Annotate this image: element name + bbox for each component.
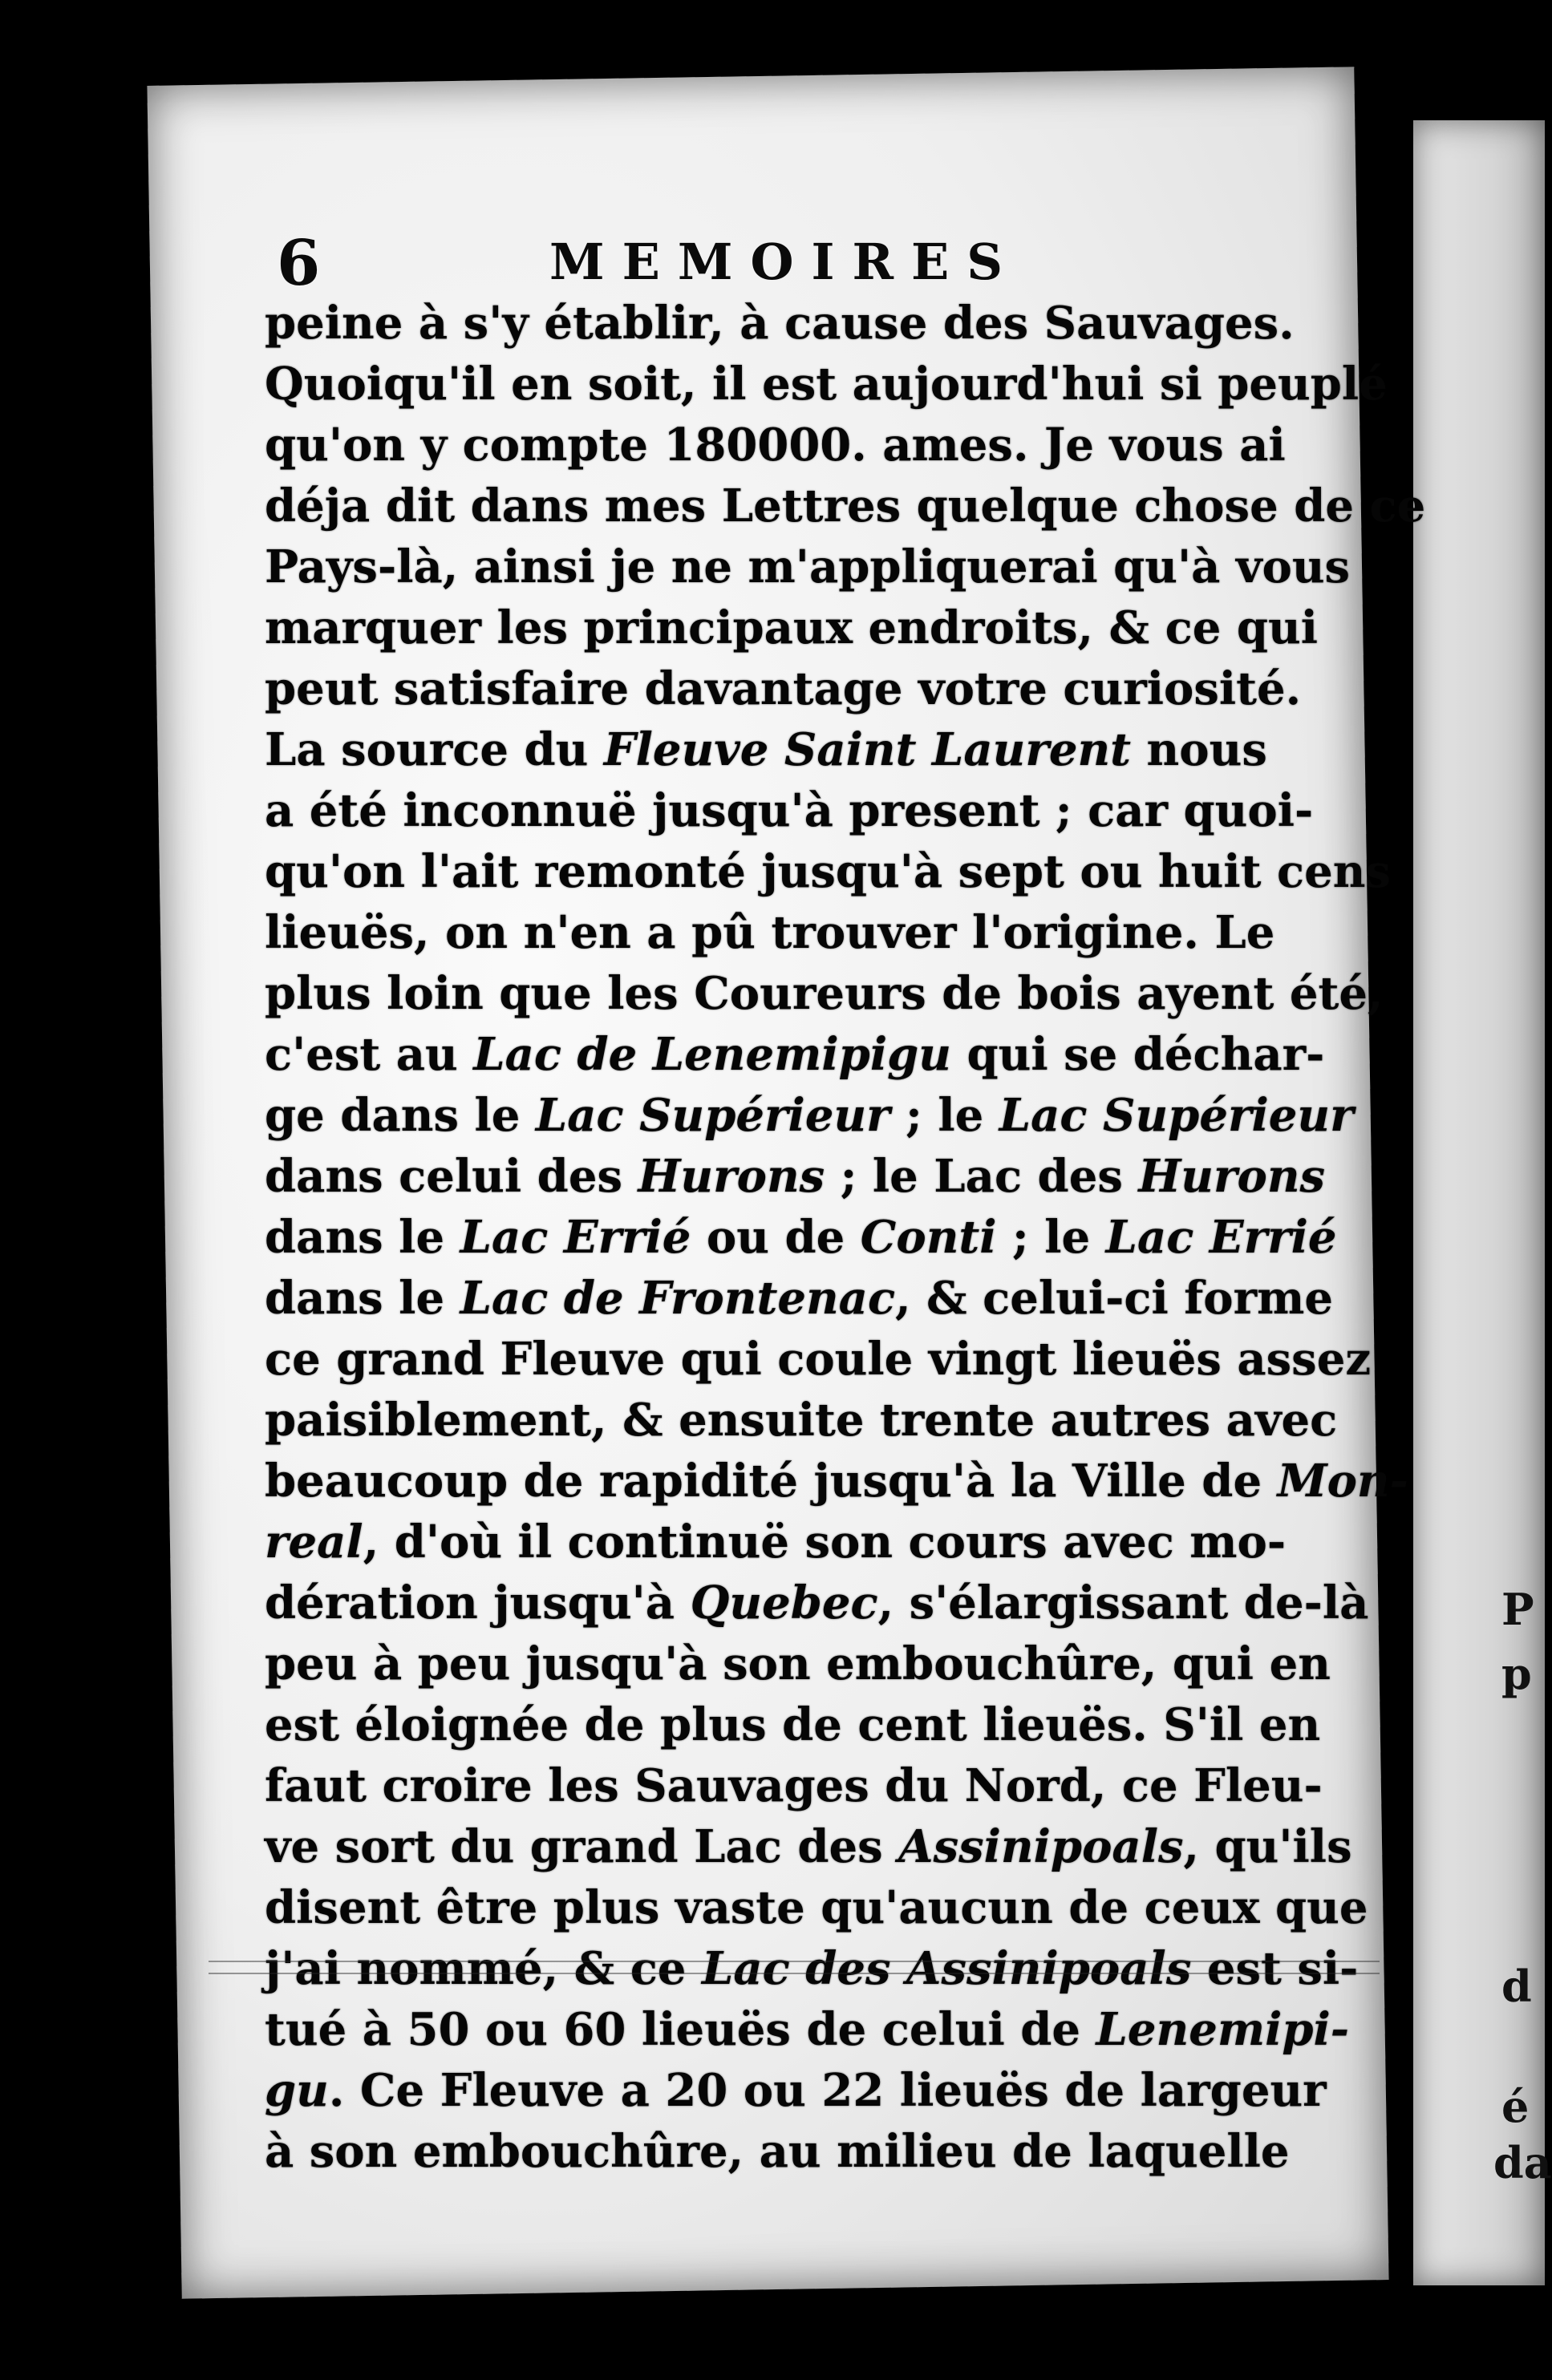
text-segment: . Ce Fleuve a 20 ou 22 lieuës de largeur — [328, 2064, 1327, 2117]
running-head: MEMOIRES — [549, 233, 1021, 291]
text-segment: à son embouchûre, au milieu de laquelle — [265, 2125, 1290, 2178]
text-line — [265, 597, 1318, 658]
italic-text-segment: Lac de Lenemipigu — [473, 1028, 951, 1081]
italic-text-segment: Lac Supérieur — [535, 1089, 890, 1142]
scan-artifact-line — [209, 1973, 1380, 1974]
text-line — [265, 1938, 1359, 1999]
text-segment: peu à peu jusqu'à son embouchûre, qui en — [265, 1637, 1331, 1690]
text-line — [265, 1572, 1369, 1633]
text-line — [265, 1024, 1325, 1085]
text-segment: ; le Lac des — [825, 1150, 1139, 1203]
text-segment: plus loin que les Coureurs de bois ayent été, — [265, 967, 1384, 1020]
text-segment: qu'on l'ait remonté jusqu'à sept ou huit cens — [265, 845, 1391, 898]
text-segment: ge dans le — [265, 1089, 536, 1142]
text-line — [265, 1329, 1372, 1390]
text-line — [265, 1633, 1331, 1694]
text-line — [265, 1146, 1326, 1207]
text-line — [265, 1755, 1323, 1816]
scan-artifact-line — [209, 1961, 1380, 1962]
text-line — [265, 2060, 1327, 2121]
text-line — [265, 2121, 1290, 2182]
text-line — [265, 476, 1426, 536]
text-line — [265, 354, 1388, 415]
text-segment: peine à s'y établir, à cause des Sauvages. — [265, 297, 1295, 350]
adjacent-page-fragment: p — [1501, 1648, 1532, 1699]
text-segment: beaucoup de rapidité jusqu'à la Ville de — [265, 1455, 1278, 1508]
italic-text-segment: Hurons — [1138, 1150, 1326, 1203]
body-text — [265, 293, 1426, 2182]
text-segment: Pays-là, ainsi je ne m'appliquerai qu'à vous — [265, 540, 1351, 593]
italic-text-segment: Hurons — [638, 1150, 825, 1203]
text-segment: est si- — [1191, 1942, 1359, 1995]
text-segment: ; le — [889, 1089, 999, 1142]
text-segment: Quoiqu'il en soit, il est aujourd'hui si peuplé — [265, 358, 1388, 411]
text-segment: ce grand Fleuve qui coule vingt lieuës assez — [265, 1333, 1372, 1386]
text-line — [265, 963, 1384, 1024]
text-segment: déja dit dans mes Lettres quelque chose de ce — [265, 480, 1426, 532]
italic-text-segment: gu — [265, 2064, 329, 2117]
text-segment: , qu'ils — [1183, 1820, 1352, 1873]
text-line — [265, 1085, 1354, 1146]
text-segment: ; le — [996, 1211, 1106, 1264]
text-segment: c'est au — [265, 1028, 474, 1081]
italic-text-segment: Conti — [860, 1211, 997, 1264]
italic-text-segment: Quebec — [690, 1577, 878, 1629]
text-segment: , d'où il continuë son cours avec mo- — [363, 1516, 1287, 1568]
text-segment: disent être plus vaste qu'aucun de ceux que — [265, 1881, 1368, 1934]
italic-text-segment: Lac Errié — [460, 1211, 691, 1264]
adjacent-page-fragment: P — [1501, 1584, 1534, 1635]
text-line — [265, 1451, 1408, 1512]
text-line — [265, 658, 1302, 719]
italic-text-segment: Mon- — [1277, 1455, 1408, 1508]
text-line — [265, 1816, 1352, 1877]
text-line — [265, 1512, 1287, 1572]
text-segment: , s'élargissant de-là — [877, 1577, 1369, 1629]
text-segment: j'ai nommé, & ce — [265, 1942, 702, 1995]
adjacent-page-fragment: d — [1501, 1961, 1532, 2012]
text-segment: faut croire les Sauvages du Nord, ce Fleu- — [265, 1759, 1323, 1812]
italic-text-segment: Lac des Assinipoals — [701, 1942, 1192, 1995]
text-segment: tué à 50 ou 60 lieuës de celui de — [265, 2003, 1096, 2056]
text-line — [265, 536, 1351, 597]
text-line — [265, 415, 1286, 476]
text-line — [265, 1694, 1321, 1755]
text-line — [265, 780, 1314, 841]
text-line — [265, 293, 1295, 354]
text-line — [265, 719, 1267, 780]
text-segment: est éloignée de plus de cent lieuës. S'il en — [265, 1698, 1321, 1751]
text-segment: dans celui des — [265, 1150, 638, 1203]
page-number: 6 — [277, 227, 321, 300]
italic-text-segment: real — [265, 1516, 363, 1568]
text-line — [265, 1207, 1337, 1268]
text-segment: qui se déchar- — [950, 1028, 1325, 1081]
text-segment: dans le — [265, 1211, 460, 1264]
text-segment: qu'on y compte 180000. ames. Je vous ai — [265, 419, 1286, 472]
italic-text-segment: Assinipoals — [898, 1820, 1184, 1873]
adjacent-page-fragment: é — [1501, 2081, 1530, 2132]
italic-text-segment: Lac de Frontenac — [460, 1272, 896, 1325]
text-segment: ve sort du grand Lac des — [265, 1820, 899, 1873]
italic-text-segment: Lenemipi- — [1096, 2003, 1350, 2056]
text-segment: lieuës, on n'en a pû trouver l'origine. Le — [265, 906, 1275, 959]
text-segment: a été inconnuë jusqu'à present ; car quoi- — [265, 784, 1314, 837]
text-line — [265, 1390, 1338, 1451]
text-line — [265, 1877, 1368, 1938]
text-line — [265, 902, 1275, 963]
text-segment: paisiblement, & ensuite trente autres avec — [265, 1394, 1338, 1447]
text-segment: ou de — [691, 1211, 861, 1264]
text-segment: , & celui-ci forme — [895, 1272, 1334, 1325]
adjacent-page-fragment: da — [1493, 2137, 1552, 2188]
text-segment: nous — [1131, 723, 1267, 776]
text-segment: dération jusqu'à — [265, 1577, 691, 1629]
text-line — [265, 841, 1391, 902]
italic-text-segment: Lac Errié — [1105, 1211, 1337, 1264]
text-segment: dans le — [265, 1272, 460, 1325]
adjacent-page-edge — [1413, 120, 1552, 2285]
text-segment: La source du — [265, 723, 604, 776]
italic-text-segment: Lac Supérieur — [999, 1089, 1354, 1142]
text-segment: peut satisfaire davantage votre curiosité. — [265, 662, 1302, 715]
text-line — [265, 1999, 1350, 2060]
text-line — [265, 1268, 1334, 1329]
italic-text-segment: Fleuve Saint Laurent — [603, 723, 1132, 776]
text-segment: marquer les principaux endroits, & ce qui — [265, 601, 1318, 654]
